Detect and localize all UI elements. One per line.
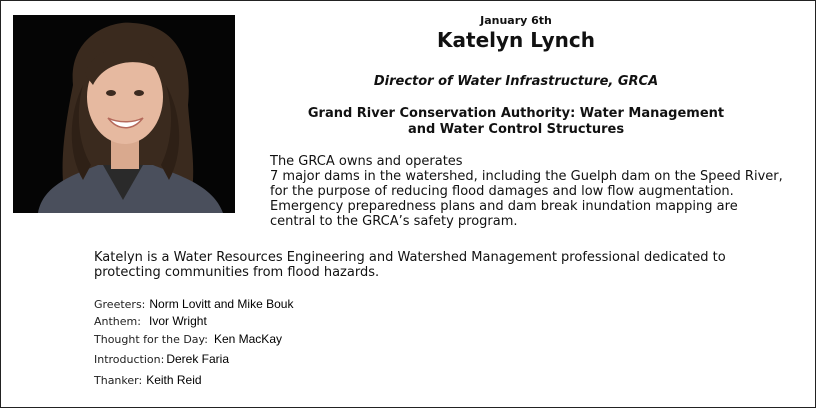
abstract-line: central to the GRCA’s safety program. [270,214,518,229]
role-label: Thanker: [94,374,143,387]
abstract-line: for the purpose of reducing flood damages and low flow augmentation. [270,184,734,199]
bio-line: Katelyn is a Water Resources Engineering and Watershed Management professional dedicated to [94,250,726,265]
speaker-name: Katelyn Lynch [437,28,595,52]
talk-title [291,106,741,138]
event-date: January 6th [480,14,552,27]
role-person: Derek Faria [166,352,230,366]
speaker-role: Director of Water Infrastructure, GRCA [373,74,659,89]
talk-title-line: and Water Control Structures [407,122,625,137]
speaker-portrait-icon [13,15,235,213]
role-label: Introduction: [94,353,165,366]
role-row-thought [94,332,282,346]
role-label: Anthem: [94,315,141,328]
role-person: Norm Lovitt and Mike Bouk [149,297,294,311]
role-person: Keith Reid [146,373,202,387]
role-label: Greeters: [94,298,146,311]
role-row-introduction [94,352,229,366]
talk-title-line: Grand River Conservation Authority: Water Management [307,106,725,121]
role-row-anthem [94,314,207,328]
role-person: Ken MacKay [213,332,282,346]
role-row-greeters [94,297,293,311]
role-person: Ivor Wright [148,314,207,328]
abstract-line: The GRCA owns and operates [270,154,463,169]
speaker-photo [13,15,235,213]
talk-abstract [270,154,810,229]
role-label: Thought for the Day: [94,333,208,346]
speaker-bio [94,250,794,280]
bio-line: protecting communities from flood hazards. [94,265,380,280]
abstract-line: 7 major dams in the watershed, including the Guelph dam on the Speed River, [270,169,783,184]
role-row-thanker [94,373,202,387]
abstract-line: Emergency preparedness plans and dam break inundation mapping are [270,199,738,214]
